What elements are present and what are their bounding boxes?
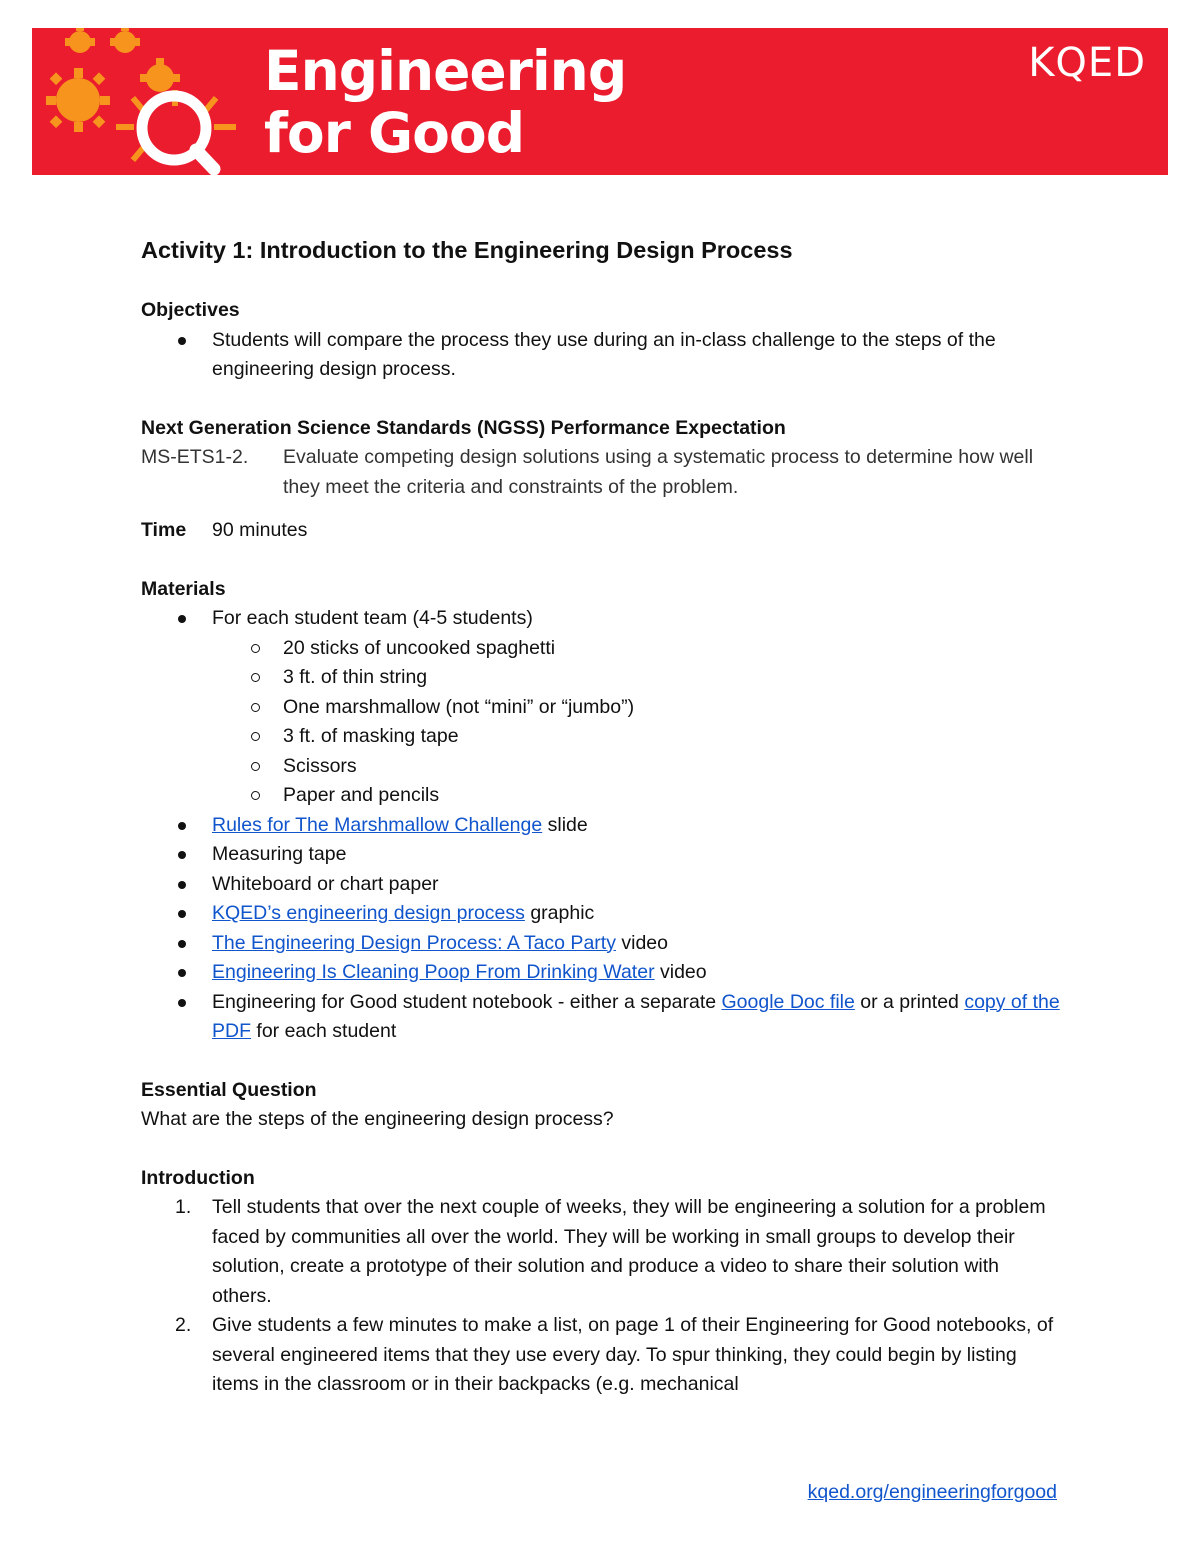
objective-item: Students will compare the process they use during an in-class challenge to the steps of the engineering design process. (141, 326, 1061, 385)
notebook-prefix: Engineering for Good student notebook - either a separate (212, 990, 722, 1013)
program-title-line2: for Good (264, 101, 525, 165)
list-subitem: 3 ft. of masking tape (141, 722, 1061, 752)
essential-question-text: What are the steps of the engineering design process? (141, 1108, 614, 1130)
step-text: Give students a few minutes to make a list, on page 1 of their Engineering for Good notebooks, of several engineered items that they use every day. To spur thinking, they could begin by listing items in the classroom or in their backpacks (e.g. mechanical (212, 1314, 1054, 1395)
footer-website-link[interactable]: kqed.org/engineeringforgood (807, 1481, 1057, 1503)
program-title (264, 40, 626, 164)
list-subitem: One marshmallow (not “mini” or “jumbo”) (141, 693, 1061, 723)
kqed-suffix: graphic (524, 902, 595, 924)
list-item (141, 988, 1061, 1047)
list-subitem: 3 ft. of thin string (141, 663, 1061, 693)
page-title: Activity 1: Introduction to the Engineering Design Process (141, 237, 793, 263)
ngss-text: Evaluate competing design solutions using a systematic process to determine how well they meet the criteria and constraints of the problem. (283, 446, 1034, 498)
poop-water-link[interactable]: Engineering Is Cleaning Poop From Drinking Water (212, 961, 655, 983)
notebook-mid: or a printed (854, 990, 965, 1013)
ngss-code: MS-ETS1-2. (141, 446, 249, 468)
materials-list (141, 604, 1061, 1047)
step-text: Tell students that over the next couple of weeks, they will be engineering a solution for a problem faced by communities all over the world. They will be working in small groups to develop their solution, create a prototype of their solution and produce a video to share their solution with others. (212, 1196, 1046, 1307)
list-item: Measuring tape (141, 840, 1061, 870)
introduction-steps (141, 1193, 1061, 1400)
list-item (141, 929, 1061, 959)
introduction-step (141, 1311, 1061, 1400)
introduction-heading: Introduction (141, 1166, 255, 1189)
essential-question-heading: Essential Question (141, 1078, 317, 1101)
kqed-logo: KQED (1028, 40, 1146, 86)
step-number: 1. (175, 1196, 192, 1218)
list-item (141, 958, 1061, 988)
list-subitem: Paper and pencils (141, 781, 1061, 811)
pdf-copy-link[interactable]: copy of the PDF (212, 990, 1060, 1042)
ngss-heading: Next Generation Science Standards (NGSS) Performance Expectation (141, 416, 786, 439)
time-value: 90 minutes (212, 519, 308, 541)
materials-heading: Materials (141, 577, 226, 600)
introduction-step (141, 1193, 1061, 1311)
rules-link[interactable]: Rules for The Marshmallow Challenge (212, 813, 543, 836)
notebook-suffix: for each student (251, 1020, 397, 1042)
google-doc-link[interactable]: Google Doc file (721, 990, 855, 1013)
taco-suffix: video (615, 931, 668, 954)
list-item: For each student team (4-5 students) (141, 604, 1061, 634)
header-banner (32, 28, 1168, 175)
rules-suffix: slide (542, 813, 588, 836)
step-number: 2. (175, 1314, 192, 1336)
list-item (141, 899, 1061, 929)
taco-party-link[interactable]: The Engineering Design Process: A Taco Party (212, 931, 616, 954)
program-title-line1: Engineering (264, 39, 627, 103)
ngss-standard (141, 443, 1061, 502)
document-body (141, 232, 1061, 1400)
objectives-heading: Objectives (141, 299, 240, 321)
list-item: Whiteboard or chart paper (141, 870, 1061, 900)
list-subitem: 20 sticks of uncooked spaghetti (141, 634, 1061, 664)
list-subitem: Scissors (141, 752, 1061, 782)
kqed-process-link[interactable]: KQED’s engineering design process (212, 902, 525, 924)
list-item (141, 811, 1061, 841)
time-row (141, 516, 1061, 546)
poop-suffix: video (654, 961, 707, 983)
time-label: Time (141, 519, 187, 541)
gear-logo-icon (32, 28, 262, 175)
objectives-list (141, 326, 1061, 385)
